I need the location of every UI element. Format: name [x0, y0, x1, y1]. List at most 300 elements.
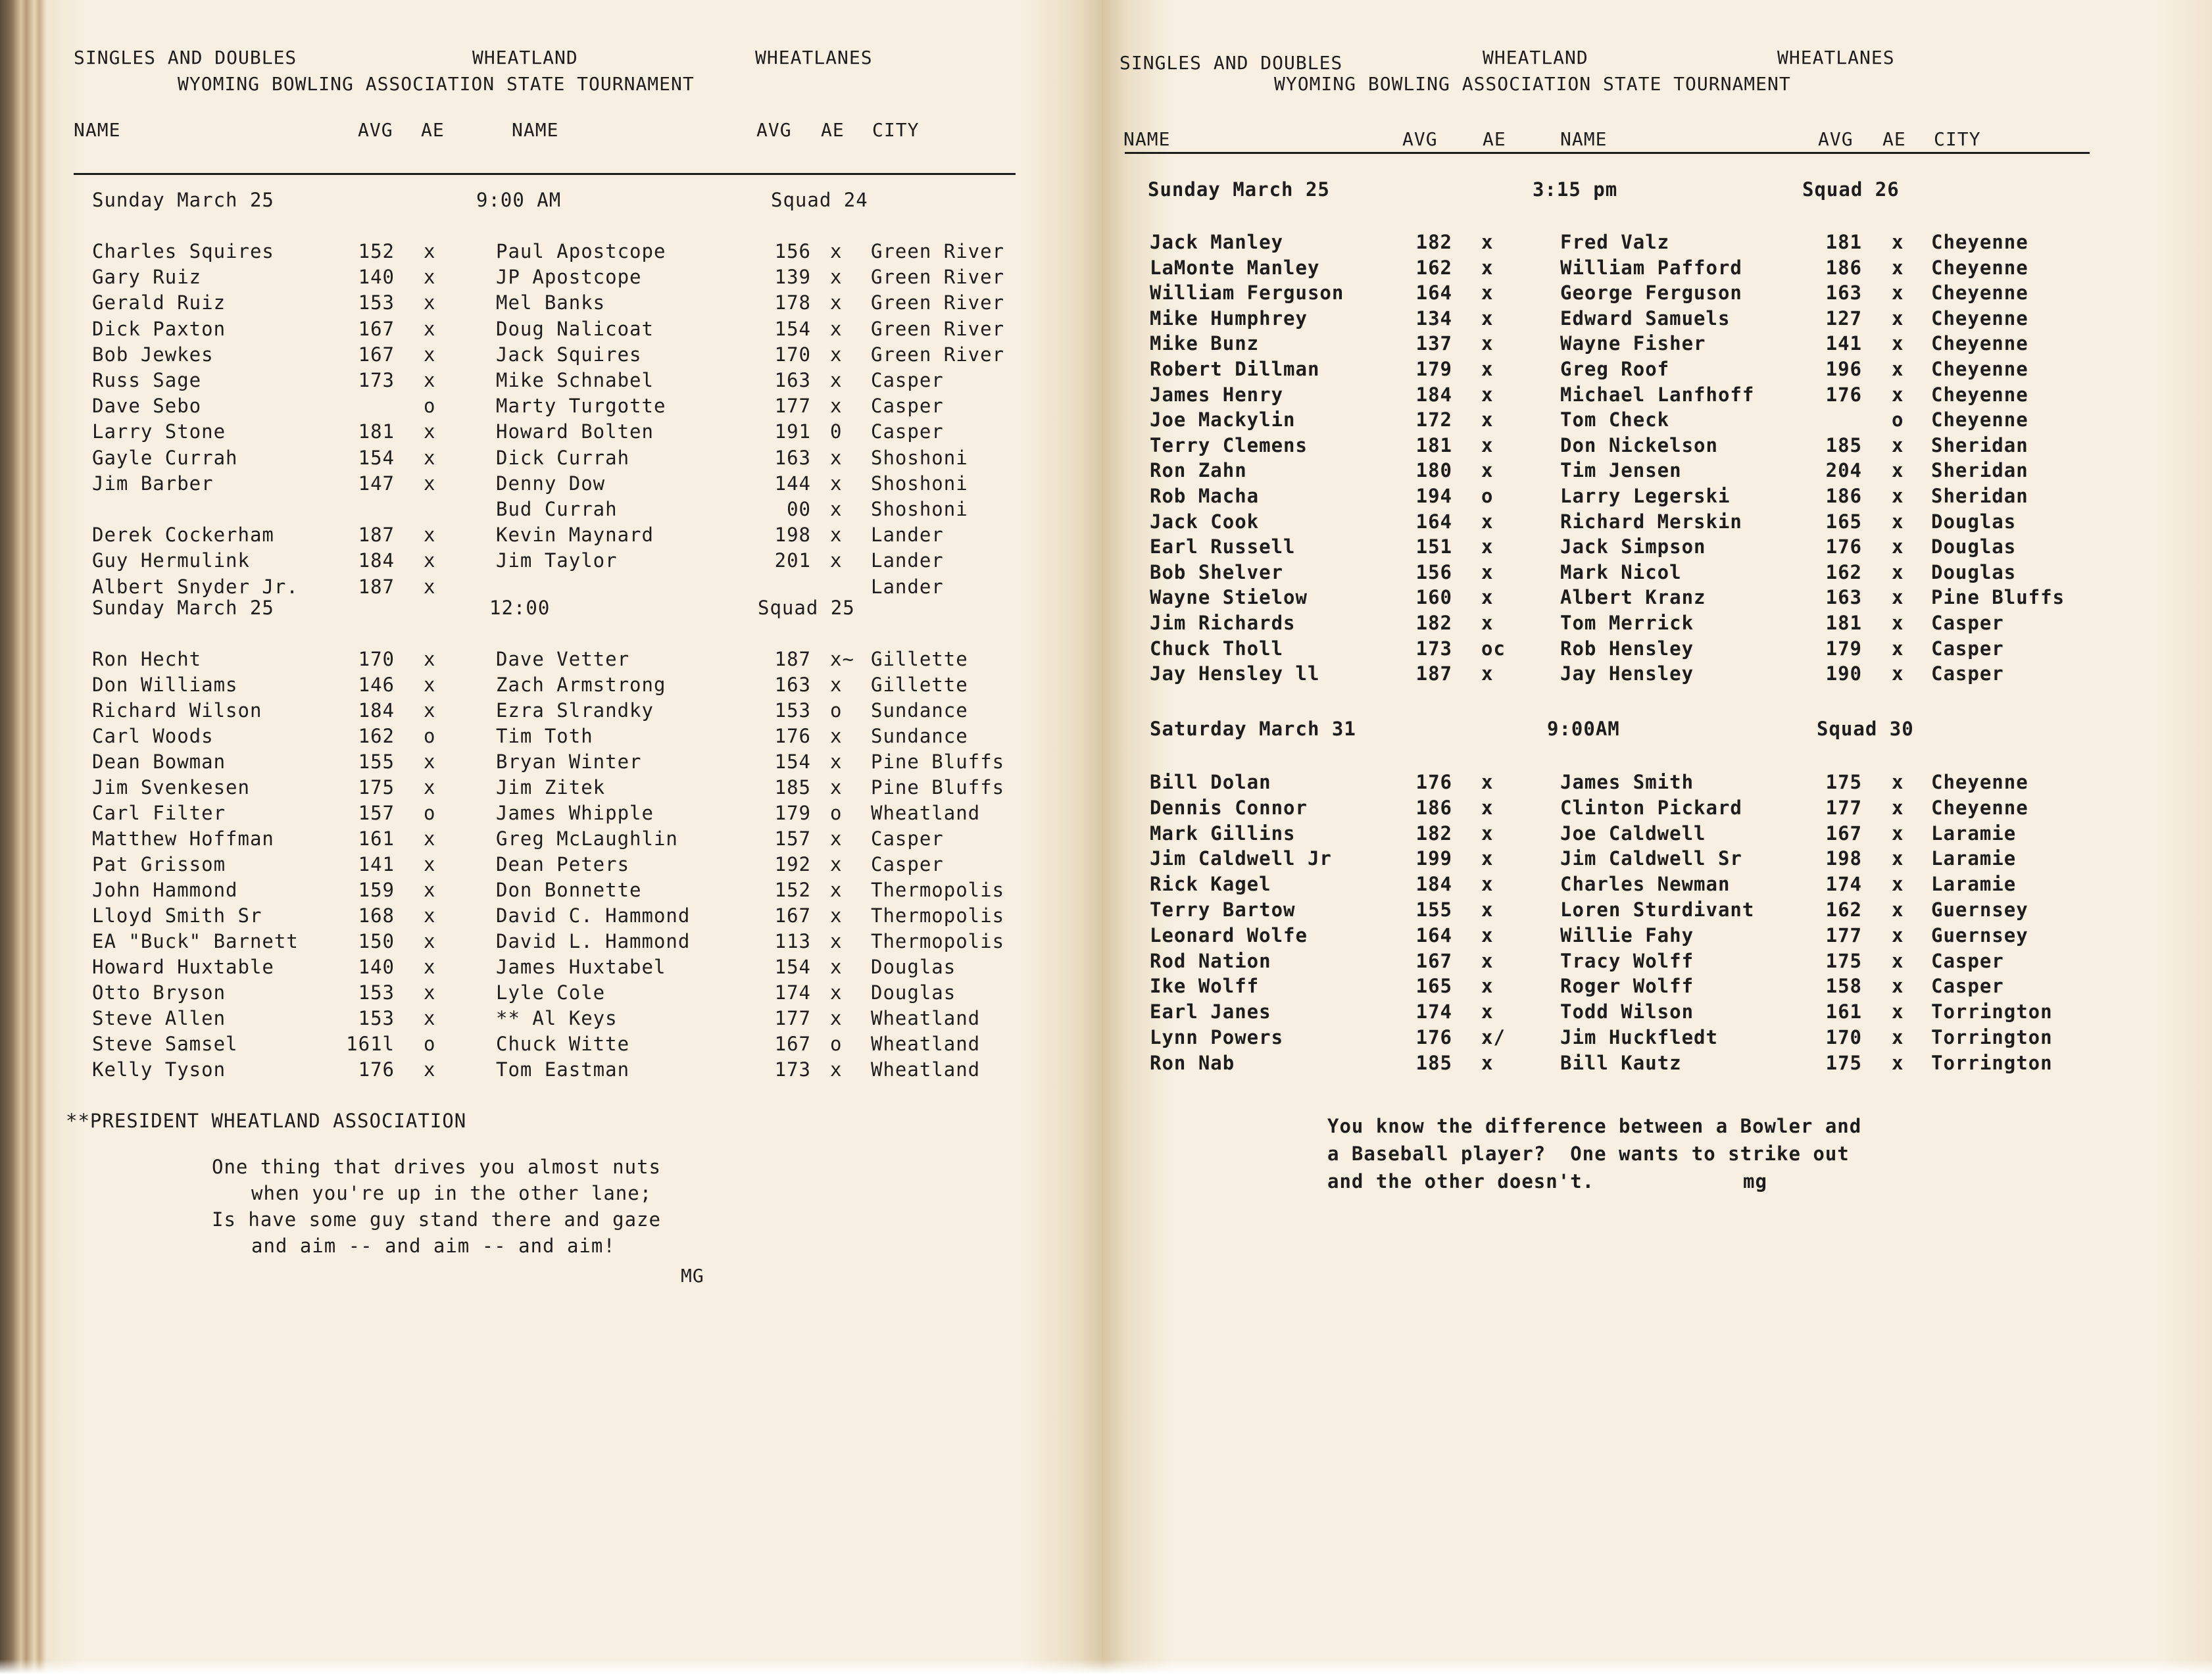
team-city: Douglas [1931, 560, 2017, 583]
partner-entry-mark: x [830, 317, 843, 340]
team-city: Sundance [871, 725, 968, 747]
team-city: Cheyenne [1931, 796, 2028, 819]
bowler-average: 157 [358, 802, 395, 824]
col-header-name: NAME [1123, 128, 1171, 150]
poem-line: One thing that drives you almost nuts [212, 1156, 662, 1178]
team-city: Casper [1931, 612, 2004, 634]
partner-entry-mark: x [1892, 510, 1904, 533]
team-city: Shoshoni [871, 498, 968, 520]
bowler-entry-mark: x [1481, 560, 1494, 583]
bowler-entry-mark: x [424, 472, 436, 495]
partner-average: 141 [1825, 332, 1862, 355]
team-city: Douglas [1931, 535, 2017, 558]
partner-entry-mark: x [1892, 1026, 1904, 1048]
partner-name: Paul Apostcope [496, 240, 666, 262]
bowler-average: 153 [358, 291, 395, 314]
partner-name: JP Apostcope [496, 266, 642, 289]
partner-average: 167 [1825, 822, 1862, 845]
partner-entry-mark: o [830, 1033, 843, 1055]
bowler-average: 174 [1415, 1000, 1452, 1023]
bowler-entry-mark: x [424, 575, 436, 598]
page-edge-stack [0, 0, 46, 1674]
partner-name: Dean Peters [496, 853, 630, 875]
bowler-name: Derek Cockerham [92, 524, 274, 547]
team-city: Gillette [871, 648, 968, 670]
partner-name: George Ferguson [1560, 282, 1742, 305]
team-city: Casper [1931, 637, 2004, 660]
partner-entry-mark: x [1892, 822, 1904, 845]
partner-entry-mark: x [1892, 873, 1904, 896]
bowler-name: Earl Janes [1150, 1000, 1271, 1023]
bowler-entry-mark: x [1481, 433, 1494, 456]
col-header-avg-2: AVG [756, 119, 792, 141]
bowler-name: Dave Sebo [92, 395, 202, 418]
partner-average: 152 [774, 879, 811, 901]
bowler-average: 168 [358, 904, 395, 927]
bowler-average: 176 [1415, 771, 1452, 793]
bowler-entry-mark: x [1481, 923, 1494, 947]
partner-average: 177 [1825, 923, 1862, 947]
bowler-name: Richard Wilson [92, 699, 262, 722]
bowler-entry-mark: x [1481, 796, 1494, 819]
team-city: Green River [871, 317, 1005, 340]
partner-name: Mark Nicol [1560, 560, 1682, 583]
joke-signature: mg [1743, 1170, 1767, 1193]
partner-name: Greg McLaughlin [496, 827, 678, 850]
bowler-name: Ron Nab [1150, 1051, 1235, 1074]
partner-average: 174 [774, 981, 811, 1004]
col-header-avg-2: AVG [1818, 128, 1854, 150]
bowler-average: 199 [1415, 847, 1452, 870]
partner-entry-mark: x [830, 240, 843, 262]
joke-line: a Baseball player? One wants to strike out [1327, 1143, 1850, 1165]
bowler-name: Larry Stone [92, 420, 226, 443]
bowler-name: Matthew Hoffman [92, 827, 274, 850]
bowler-name: Jay Hensley ll [1150, 662, 1320, 685]
bowler-entry-mark: x [1481, 307, 1494, 330]
partner-entry-mark: x [830, 498, 843, 520]
team-city: Douglas [1931, 510, 2017, 533]
partner-name: Doug Nalicoat [496, 317, 654, 340]
partner-average: 170 [1825, 1026, 1862, 1048]
partner-name: Loren Sturdivant [1560, 899, 1755, 921]
bowler-entry-mark: o [424, 802, 436, 824]
team-city: Green River [871, 266, 1005, 289]
bowler-average: 155 [1415, 899, 1452, 921]
partner-name: Zach Armstrong [496, 674, 666, 696]
partner-name: Charles Newman [1560, 873, 1731, 896]
bowler-average: 140 [358, 266, 395, 289]
bowler-name: Pat Grissom [92, 853, 226, 875]
bowler-average: 160 [1415, 586, 1452, 609]
poem-line: and aim -- and aim -- and aim! [251, 1235, 616, 1257]
bowler-name: LaMonte Manley [1150, 256, 1320, 279]
bowler-name: Carl Filter [92, 802, 226, 824]
partner-name: Chuck Witte [496, 1033, 630, 1055]
partner-average: 154 [774, 751, 811, 773]
team-city: Cheyenne [1931, 231, 2028, 253]
bowler-entry-mark: x [1481, 459, 1494, 482]
col-header-name-2: NAME [1560, 128, 1608, 150]
bowler-name: Ike Wolff [1150, 975, 1260, 998]
partner-name: Ezra Slrandky [496, 699, 654, 722]
partner-name: Dave Vetter [496, 648, 630, 670]
partner-name: Tim Jensen [1560, 459, 1682, 482]
bowler-entry-mark: x [1481, 771, 1494, 793]
bowler-average: 167 [358, 343, 395, 366]
bowler-name: Mike Bunz [1150, 332, 1260, 355]
bowler-name: Chuck Tholl [1150, 637, 1284, 660]
col-header-ae: AE [1483, 128, 1506, 150]
bowler-name: Bill Dolan [1150, 771, 1271, 793]
partner-average: 163 [774, 446, 811, 469]
bowler-entry-mark: x [1481, 1051, 1494, 1074]
bottom-edge [0, 1660, 2212, 1674]
team-city: Guernsey [1931, 923, 2028, 947]
bowler-name: Carl Woods [92, 725, 214, 747]
partner-name: Jack Squires [496, 343, 642, 366]
bowler-name: Dick Paxton [92, 317, 226, 340]
bowler-average: 140 [358, 956, 395, 978]
footnote: **PRESIDENT WHEATLAND ASSOCIATION [66, 1110, 467, 1132]
partner-average: 191 [774, 420, 811, 443]
partner-entry-mark: x [830, 956, 843, 978]
right-page [1102, 0, 2212, 1674]
partner-name: Michael Lanfhoff [1560, 383, 1755, 406]
bowler-name: Dean Bowman [92, 751, 226, 773]
partner-name: Bill Kautz [1560, 1051, 1682, 1074]
partner-average: 167 [774, 1033, 811, 1055]
partner-entry-mark: x [1892, 459, 1904, 482]
team-city: Laramie [1931, 847, 2017, 870]
bowler-name: William Ferguson [1150, 282, 1344, 305]
bowler-name: Lloyd Smith Sr [92, 904, 262, 927]
team-city: Wheatland [871, 1033, 981, 1055]
partner-name: William Pafford [1560, 256, 1742, 279]
bowler-name: Robert Dillman [1150, 358, 1320, 380]
bowler-entry-mark: x [1481, 408, 1494, 431]
team-city: Casper [871, 853, 944, 875]
bowler-average: 141 [358, 853, 395, 875]
team-city: Green River [871, 343, 1005, 366]
partner-entry-mark: x [830, 266, 843, 289]
bowler-name: Bob Jewkes [92, 343, 214, 366]
bowler-name: Mark Gillins [1150, 822, 1296, 845]
partner-entry-mark: x [1892, 433, 1904, 456]
partner-average: 198 [1825, 847, 1862, 870]
title-line-1-right: WHEATLANES [755, 47, 873, 68]
partner-average: 190 [1825, 662, 1862, 685]
col-header-ae-2: AE [1882, 128, 1906, 150]
bowler-name: Charles Squires [92, 240, 274, 262]
partner-entry-mark: x [830, 853, 843, 875]
team-city: Sheridan [1931, 433, 2028, 456]
bowler-name: Kelly Tyson [92, 1058, 226, 1081]
bowler-entry-mark: x [1481, 949, 1494, 972]
partner-name: Tracy Wolff [1560, 949, 1694, 972]
partner-entry-mark: x [1892, 383, 1904, 406]
partner-name: Denny Dow [496, 472, 606, 495]
bowler-entry-mark: x [424, 549, 436, 572]
bowler-name: EA "Buck" Barnett [92, 930, 299, 952]
partner-name: Tom Eastman [496, 1058, 630, 1081]
bowler-average: 184 [1415, 873, 1452, 896]
col-header-avg: AVG [1402, 128, 1438, 150]
bowler-entry-mark: x [424, 956, 436, 978]
section-date: Saturday March 31 [1150, 718, 1356, 740]
bowler-entry-mark: x [424, 1007, 436, 1029]
bowler-average: 151 [1415, 535, 1452, 558]
section-date: Sunday March 25 [1148, 178, 1330, 201]
bowler-name: Ron Hecht [92, 648, 202, 670]
partner-name: Mike Schnabel [496, 369, 654, 391]
bowler-entry-mark: o [424, 1033, 436, 1055]
team-city: Torrington [1931, 1000, 2053, 1023]
partner-average: 176 [774, 725, 811, 747]
bowler-average: 173 [1415, 637, 1452, 660]
bowler-entry-mark: x [424, 446, 436, 469]
partner-average: 139 [774, 266, 811, 289]
bowler-average: 162 [358, 725, 395, 747]
partner-entry-mark: x [830, 343, 843, 366]
bowler-entry-mark: oc [1481, 637, 1506, 660]
partner-entry-mark: x [1892, 560, 1904, 583]
bowler-name: Rob Macha [1150, 485, 1260, 507]
section-squad: Squad 25 [758, 597, 855, 619]
partner-entry-mark: x~ [830, 648, 854, 670]
partner-entry-mark: x [830, 369, 843, 391]
bowler-name: Jim Richards [1150, 612, 1296, 634]
bowler-average: 176 [358, 1058, 395, 1081]
partner-name: Dick Currah [496, 446, 630, 469]
team-city: Torrington [1931, 1026, 2053, 1048]
bowler-name: Mike Humphrey [1150, 307, 1308, 330]
bowler-name: Rick Kagel [1150, 873, 1271, 896]
partner-entry-mark: x [830, 879, 843, 901]
partner-average: 181 [1825, 612, 1862, 634]
team-city: Laramie [1931, 822, 2017, 845]
partner-name: Larry Legerski [1560, 485, 1731, 507]
section-squad: Squad 30 [1817, 718, 1914, 740]
partner-entry-mark: x [830, 776, 843, 799]
partner-name: Jay Hensley [1560, 662, 1694, 685]
bowler-average: 194 [1415, 485, 1452, 507]
team-city: Shoshoni [871, 446, 968, 469]
team-city: Sheridan [1931, 485, 2028, 507]
bowler-average: 152 [358, 240, 395, 262]
bowler-entry-mark: x [424, 827, 436, 850]
section-squad: Squad 24 [771, 189, 868, 211]
bowler-average: 182 [1415, 822, 1452, 845]
partner-name: Roger Wolff [1560, 975, 1694, 998]
bowler-entry-mark: x [424, 981, 436, 1004]
title-line-1-mid: WHEATLAND [1483, 47, 1588, 68]
bowler-name: Don Williams [92, 674, 238, 696]
bowler-entry-mark: x [424, 266, 436, 289]
partner-average: 177 [774, 1007, 811, 1029]
partner-name: Rob Hensley [1560, 637, 1694, 660]
bowler-name: Guy Hermulink [92, 549, 250, 572]
bowler-name: Russ Sage [92, 369, 202, 391]
partner-average: 170 [774, 343, 811, 366]
partner-entry-mark: x [830, 674, 843, 696]
bowler-name: Jim Barber [92, 472, 214, 495]
bowler-name: Gayle Currah [92, 446, 238, 469]
bowler-average: 182 [1415, 612, 1452, 634]
partner-name: Jim Caldwell Sr [1560, 847, 1742, 870]
col-header-name-2: NAME [512, 119, 559, 141]
bowler-average: 181 [1415, 433, 1452, 456]
bowler-entry-mark: x [424, 699, 436, 722]
team-city: Green River [871, 291, 1005, 314]
partner-entry-mark: 0 [830, 420, 843, 443]
partner-average: 179 [774, 802, 811, 824]
section-time: 9:00AM [1547, 718, 1620, 740]
bowler-entry-mark: x [1481, 899, 1494, 921]
partner-name: Jim Huckfledt [1560, 1026, 1718, 1048]
bowler-average: 146 [358, 674, 395, 696]
partner-average: 178 [774, 291, 811, 314]
title-line-1-mid: WHEATLAND [472, 47, 578, 68]
partner-entry-mark: x [830, 1058, 843, 1081]
poem-line: Is have some guy stand there and gaze [212, 1208, 662, 1231]
bowler-average: 172 [1415, 408, 1452, 431]
bowler-name: Gary Ruiz [92, 266, 202, 289]
partner-average: 154 [774, 956, 811, 978]
team-city: Casper [1931, 662, 2004, 685]
partner-average: 187 [774, 648, 811, 670]
partner-name: Todd Wilson [1560, 1000, 1694, 1023]
partner-name: James Whipple [496, 802, 654, 824]
partner-name: Marty Turgotte [496, 395, 666, 418]
partner-average: 175 [1825, 949, 1862, 972]
partner-average: 144 [774, 472, 811, 495]
team-city: Thermopolis [871, 879, 1005, 901]
partner-entry-mark: x [1892, 256, 1904, 279]
bowler-average: 181 [358, 420, 395, 443]
bowler-average: 153 [358, 981, 395, 1004]
partner-name: Joe Caldwell [1560, 822, 1706, 845]
bowler-name: Gerald Ruiz [92, 291, 226, 314]
bowler-name: Ron Zahn [1150, 459, 1247, 482]
partner-average: 163 [1825, 586, 1862, 609]
bowler-entry-mark: x [424, 674, 436, 696]
team-city: Cheyenne [1931, 332, 2028, 355]
bowler-entry-mark: x [1481, 822, 1494, 845]
team-city: Shoshoni [871, 472, 968, 495]
bowler-entry-mark: x [1481, 535, 1494, 558]
bowler-entry-mark: x [424, 420, 436, 443]
partner-entry-mark: x [1892, 535, 1904, 558]
title-line-1-left: SINGLES AND DOUBLES [74, 47, 297, 68]
partner-entry-mark: x [1892, 332, 1904, 355]
team-city: Lander [871, 549, 944, 572]
team-city: Casper [1931, 975, 2004, 998]
partner-entry-mark: o [830, 699, 843, 722]
col-header-city: CITY [1934, 128, 1981, 150]
poem-line: when you're up in the other lane; [251, 1182, 652, 1204]
bowler-entry-mark: x [424, 524, 436, 547]
partner-name: Mel Banks [496, 291, 606, 314]
partner-entry-mark: x [1892, 1051, 1904, 1074]
bowler-name: Bob Shelver [1150, 560, 1284, 583]
bowler-average: 185 [1415, 1051, 1452, 1074]
partner-average: 00 [787, 498, 811, 520]
team-city: Cheyenne [1931, 307, 2028, 330]
bowler-entry-mark: x [424, 879, 436, 901]
partner-average: 154 [774, 317, 811, 340]
bowler-entry-mark: x [1481, 383, 1494, 406]
header-rule [1125, 152, 2090, 154]
team-city: Guernsey [1931, 899, 2028, 921]
partner-entry-mark: x [1892, 899, 1904, 921]
bowler-average: 147 [358, 472, 395, 495]
team-city: Sundance [871, 699, 968, 722]
bowler-entry-mark: x [424, 776, 436, 799]
partner-average: 185 [1825, 433, 1862, 456]
bowler-entry-mark: x [424, 369, 436, 391]
section-squad: Squad 26 [1802, 178, 1900, 201]
bowler-entry-mark: x [1481, 231, 1494, 253]
partner-entry-mark: x [1892, 282, 1904, 305]
bowler-name: Jack Manley [1150, 231, 1284, 253]
bowler-name: James Henry [1150, 383, 1284, 406]
bowler-entry-mark: x [424, 904, 436, 927]
bowler-entry-mark: x [424, 1058, 436, 1081]
partner-entry-mark: x [830, 981, 843, 1004]
bowler-average: 186 [1415, 796, 1452, 819]
bowler-entry-mark: x [1481, 612, 1494, 634]
team-city: Laramie [1931, 873, 2017, 896]
partner-name: ** Al Keys [496, 1007, 618, 1029]
partner-name: Jack Simpson [1560, 535, 1706, 558]
partner-entry-mark: x [1892, 923, 1904, 947]
title-line-1-right: WHEATLANES [1777, 47, 1895, 68]
partner-average: 185 [774, 776, 811, 799]
bowler-average: 180 [1415, 459, 1452, 482]
team-city: Sheridan [1931, 459, 2028, 482]
bowler-average: 165 [1415, 975, 1452, 998]
partner-average: 153 [774, 699, 811, 722]
bowler-entry-mark: x [1481, 358, 1494, 380]
section-date: Sunday March 25 [92, 189, 274, 211]
partner-average: 113 [774, 930, 811, 952]
title-line-2: WYOMING BOWLING ASSOCIATION STATE TOURNAMENT [1274, 73, 1791, 95]
header-rule [74, 173, 1016, 175]
bowler-average: 176 [1415, 1026, 1452, 1048]
bowler-entry-mark: x [1481, 662, 1494, 685]
partner-name: Clinton Pickard [1560, 796, 1742, 819]
bowler-entry-mark: x [1481, 586, 1494, 609]
col-header-ae: AE [421, 119, 445, 141]
bowler-name: Dennis Connor [1150, 796, 1308, 819]
bowler-name: Terry Bartow [1150, 899, 1296, 921]
bowler-entry-mark: x/ [1481, 1026, 1506, 1048]
bowler-name: Steve Samsel [92, 1033, 238, 1055]
partner-name: Richard Merskin [1560, 510, 1742, 533]
team-city: Pine Bluffs [1931, 586, 2065, 609]
bowler-name: Terry Clemens [1150, 433, 1308, 456]
bowler-average: 134 [1415, 307, 1452, 330]
bowler-name: Wayne Stielow [1150, 586, 1308, 609]
partner-average: 192 [774, 853, 811, 875]
team-city: Wheatland [871, 1007, 981, 1029]
bowler-average: 182 [1415, 231, 1452, 253]
partner-name: Wayne Fisher [1560, 332, 1706, 355]
title-line-1-left: SINGLES AND DOUBLES [1119, 52, 1343, 74]
partner-entry-mark: x [830, 472, 843, 495]
team-city: Pine Bluffs [871, 776, 1005, 799]
